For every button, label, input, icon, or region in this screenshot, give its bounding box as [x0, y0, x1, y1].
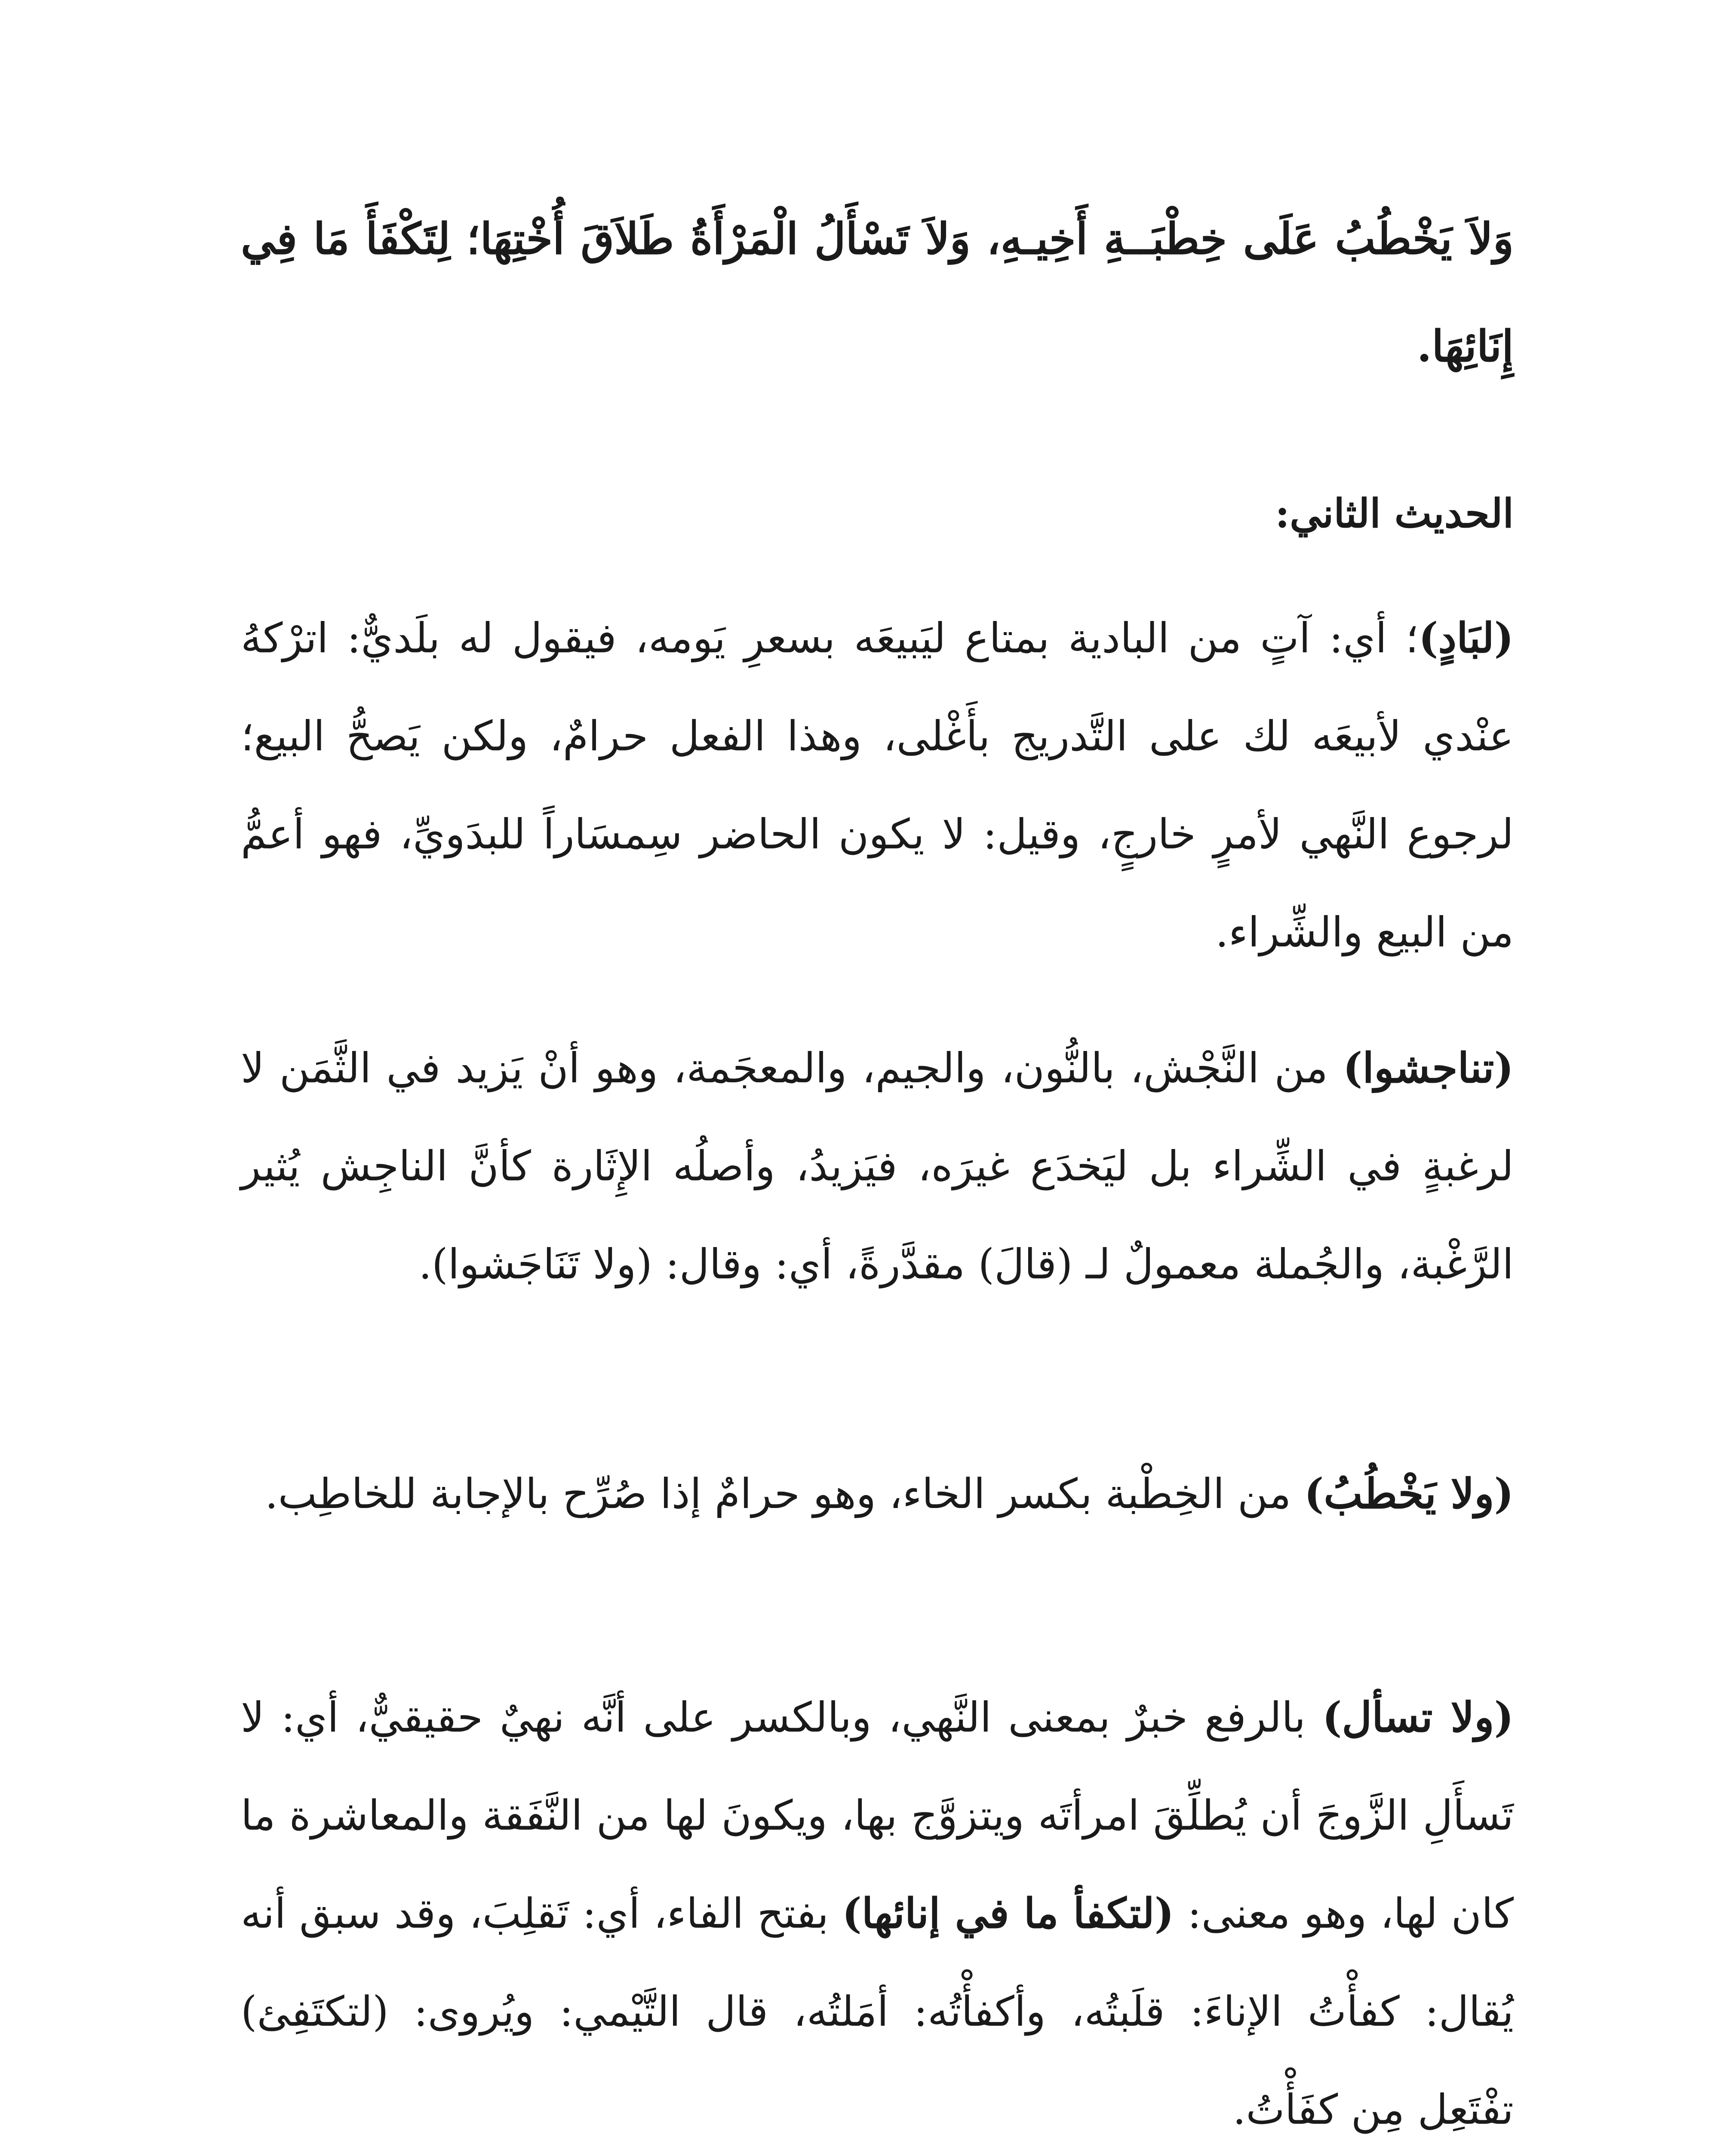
paragraph-text: ؛ أي: آتٍ من البادية بمتاع ليَبيعَه بسعرِ يَومه، فيقول له بلَديٌّ: اترْكهُ عنْدي لأبيعَه لك على التَّدريج بأَغْلى، وهذا الفعل حرامٌ، ولكن يَصحُّ البيع؛ لرجوع النَّهي لأمرٍ خارجٍ، وقيل: لا يكون الحاضر سِمسَاراً للبدَويِّ، فهو أعمُّ من البيع والشِّراء.	[241, 614, 1514, 956]
quoted-phrase: (لتكفأ ما في إنائها)	[842, 1889, 1174, 1938]
term-label: (ولا تسأل)	[1322, 1693, 1514, 1742]
paragraph-text: بالرفع خبرٌ بمعنى النَّهي، وبالكسر على أنَّه نهيٌ حقيقيٌّ، أي: لا تَسأَلِ الزَّوجَ أن يُطلِّقَ امرأتَه ويتزوَّج بها، ويكونَ لها من النَّفَقة والمعاشرة ما كان لها، وهو معنى:	[241, 1693, 1514, 1938]
paragraph-text: من الخِطْبة بكسر الخاء، وهو حرامٌ إذا صُرِّح بالإجابة للخاطِب.	[265, 1470, 1304, 1518]
paragraph-text: بفتح الفاء، أي: تَقلِبَ، وقد سبق أنه يُقال: كفأْتُ الإناءَ: قلَبتُه، وأكفأْتُه: أمَلتُه، قال التَّيْمي: ويُروى: (لتكتَفِئ) تفْتَعِل مِن كفَأْتُ.	[241, 1889, 1514, 2134]
commentary-paragraph-1	[241, 589, 1514, 981]
opening-hadith-text: وَلاَ يَخْطُبُ عَلَى خِطْبَــةِ أَخِيـهِ، وَلاَ تَسْأَلُ الْمَرْأَةُ طَلاَقَ أُخْتِهَا؛ لِتَكْفَأَ مَا فِي إِنَائِهَا.	[241, 213, 1514, 372]
paragraph-text: من النَّجْش، بالنُّون، والجيم، والمعجَمة، وهو أنْ يَزيد في الثَّمَن لا لرغبةٍ في الشِّراء بل ليَخدَع غيرَه، فيَزيدُ، وأصلُه الإِثَارة كأنَّ الناجِش يُثير الرَّغْبة، والجُملة معمولٌ لـ (قالَ) مقدَّرةً، أي: وقال: (ولا تَنَاجَشوا).	[241, 1044, 1514, 1288]
commentary-paragraph-2	[241, 1019, 1514, 1313]
section-heading: الحديث الثاني:	[1275, 490, 1514, 537]
term-label: (لبَادٍ)	[1418, 614, 1514, 662]
term-label: (ولا يَخْطُبُ)	[1304, 1469, 1514, 1518]
commentary-paragraph-3	[241, 1445, 1514, 1543]
term-label: (تناجشوا)	[1343, 1044, 1514, 1092]
commentary-paragraph-4	[241, 1668, 1514, 2150]
